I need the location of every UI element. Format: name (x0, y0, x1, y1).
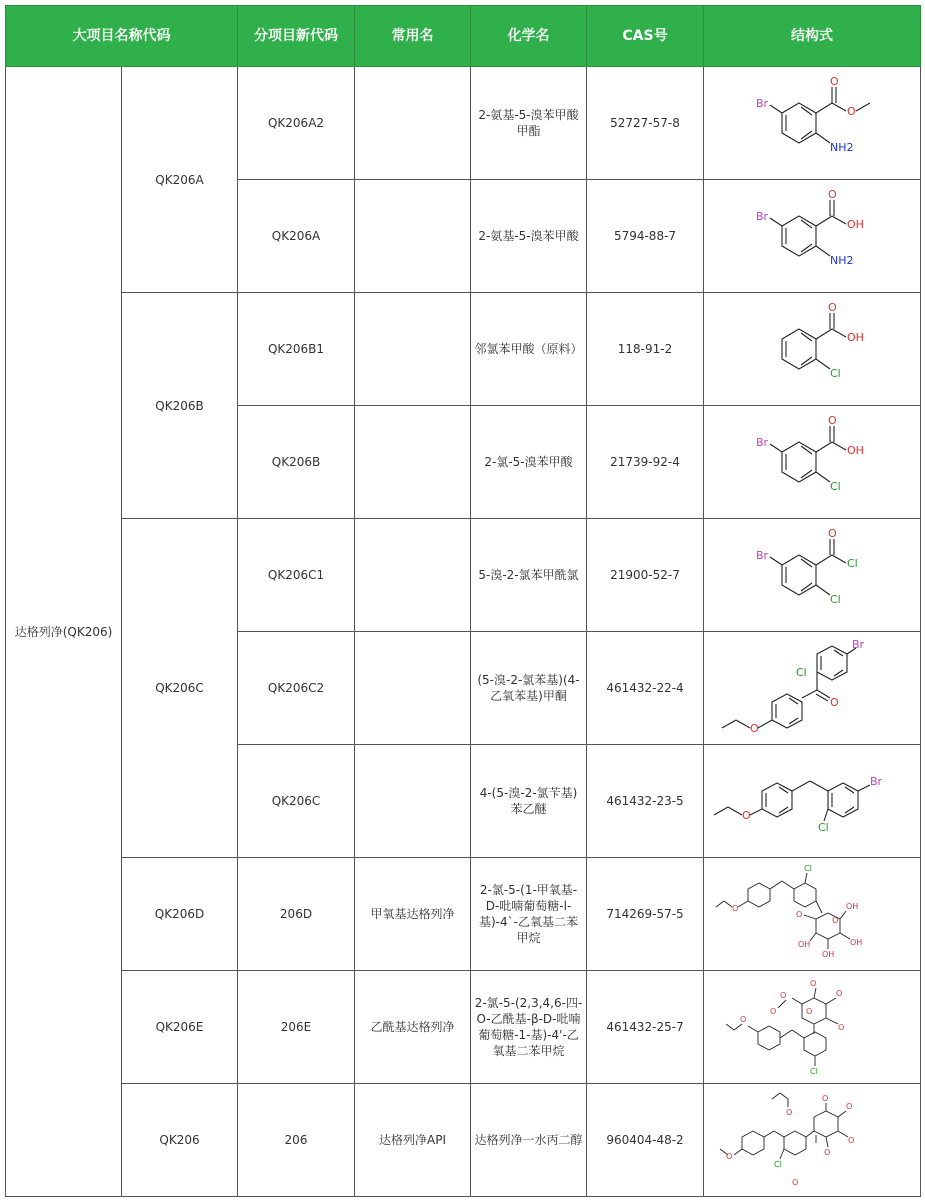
sub-code-cell: QK206C2 (238, 632, 355, 745)
project-name-cell: 达格列净(QK206) (6, 67, 122, 1197)
atom-label: O (832, 916, 839, 925)
common-name-cell (355, 67, 471, 180)
structure-cell (704, 180, 921, 293)
atom-label: Br (756, 97, 769, 110)
header-major-code: 大项目名称代码 (6, 6, 238, 67)
atom-label: OH (822, 950, 835, 959)
common-name-cell: 甲氧基达格列净 (355, 858, 471, 971)
cas-cell: 461432-25-7 (587, 971, 704, 1084)
table-row (6, 519, 921, 632)
atom-label: O (792, 1178, 799, 1187)
group-code-cell: QK206 (122, 1084, 238, 1197)
atom-label: O (822, 1094, 829, 1103)
cas-cell: 714269-57-5 (587, 858, 704, 971)
sub-code-cell: 206E (238, 971, 355, 1084)
atom-label: OH (847, 218, 864, 231)
structure-image (712, 299, 912, 399)
atom-label: Br (756, 210, 769, 223)
atom-label: O (836, 989, 843, 998)
header-row (6, 6, 921, 67)
common-name-cell (355, 406, 471, 519)
group-code-cell: QK206A (122, 67, 238, 293)
chem-name-cell: 达格列净一水丙二醇 (471, 1084, 587, 1197)
chem-name-cell: 5-溴-2-氯苯甲酰氯 (471, 519, 587, 632)
structure-image (712, 525, 912, 625)
atom-label: O (830, 75, 839, 88)
atom-label: Br (870, 775, 883, 788)
atom-label: Cl (818, 821, 829, 834)
atom-label: O (750, 722, 759, 735)
atom-label: Cl (804, 864, 812, 873)
structure-cell (704, 632, 921, 745)
atom-label: O (830, 696, 839, 709)
atom-label: OH (798, 940, 811, 949)
cas-cell: 21739-92-4 (587, 406, 704, 519)
common-name-cell (355, 745, 471, 858)
atom-label: Cl (810, 1067, 818, 1076)
cas-cell: 52727-57-8 (587, 67, 704, 180)
structure-cell (704, 971, 921, 1084)
cas-cell: 960404-48-2 (587, 1084, 704, 1197)
cas-cell: 21900-52-7 (587, 519, 704, 632)
atom-label: O (828, 301, 837, 314)
header-sub-code: 分项目新代码 (238, 6, 355, 67)
atom-label: Cl (774, 1160, 782, 1169)
sub-code-cell: QK206B (238, 406, 355, 519)
atom-label: O (828, 188, 837, 201)
atom-label: OH (847, 444, 864, 457)
atom-label: O (810, 979, 817, 988)
atom-label: O (846, 1102, 853, 1111)
sub-code-cell: QK206B1 (238, 293, 355, 406)
common-name-cell (355, 180, 471, 293)
common-name-cell: 乙酰基达格列净 (355, 971, 471, 1084)
chem-name-cell: 2-氯-5-(2,3,4,6-四-O-乙酰基-β-D-吡喃葡萄糖-1-基)-4'-乙氧基二苯甲烷 (471, 971, 587, 1084)
sub-code-cell: QK206A2 (238, 67, 355, 180)
atom-label: O (848, 1136, 855, 1145)
structure-image (712, 186, 912, 286)
structure-cell (704, 858, 921, 971)
group-code-cell: QK206D (122, 858, 238, 971)
atom-label: Br (756, 549, 769, 562)
structure-cell (704, 1084, 921, 1197)
atom-label: OH (850, 938, 863, 947)
chem-name-cell: 2-氨基-5-溴苯甲酸 (471, 180, 587, 293)
chem-name-cell: 2-氯-5-(1-甲氧基-D-吡喃葡萄糖-l-基)-4`-乙氧基二苯甲烷 (471, 858, 587, 971)
table-row (6, 971, 921, 1084)
group-code-cell: QK206E (122, 971, 238, 1084)
structure-image (712, 73, 912, 173)
atom-label: NH2 (830, 254, 854, 267)
table-row (6, 1084, 921, 1197)
chem-name-cell: (5-溴-2-氯苯基)(4-乙氧苯基)甲酮 (471, 632, 587, 745)
atom-label: Br (756, 436, 769, 449)
atom-label: O (796, 910, 803, 919)
structure-image (712, 974, 912, 1080)
atom-label: O (828, 414, 837, 427)
structure-cell (704, 67, 921, 180)
structure-cell (704, 745, 921, 858)
atom-label: Cl (796, 666, 807, 679)
compound-table (5, 5, 921, 1197)
structure-cell (704, 406, 921, 519)
group-code-cell: QK206B (122, 293, 238, 519)
atom-label: OH (846, 902, 859, 911)
atom-label: O (732, 904, 739, 913)
atom-label: O (770, 1007, 777, 1016)
chem-name-cell: 4-(5-溴-2-氯苄基)苯乙醚 (471, 745, 587, 858)
structure-image (712, 751, 912, 851)
header-common-name: 常用名 (355, 6, 471, 67)
common-name-cell (355, 293, 471, 406)
atom-label: O (824, 1148, 831, 1157)
chem-name-cell: 邻氯苯甲酸（原料） (471, 293, 587, 406)
structure-image (712, 861, 912, 967)
atom-label: Cl (830, 367, 841, 380)
sub-code-cell: 206 (238, 1084, 355, 1197)
atom-label: Cl (830, 480, 841, 493)
cas-cell: 118-91-2 (587, 293, 704, 406)
atom-label: O (786, 1108, 793, 1117)
table-row (6, 293, 921, 406)
cas-cell: 461432-23-5 (587, 745, 704, 858)
atom-label: O (828, 527, 837, 540)
group-code-cell: QK206C (122, 519, 238, 858)
atom-label: O (726, 1152, 733, 1161)
common-name-cell (355, 632, 471, 745)
structure-image (712, 638, 912, 738)
atom-label: OH (847, 331, 864, 344)
structure-cell (704, 293, 921, 406)
atom-label: Cl (847, 557, 858, 570)
atom-label: NH2 (830, 141, 854, 154)
chem-name-cell: 2-氯-5-溴苯甲酸 (471, 406, 587, 519)
chem-name-cell: 2-氨基-5-溴苯甲酸甲酯 (471, 67, 587, 180)
common-name-cell: 达格列净API (355, 1084, 471, 1197)
header-cas: CAS号 (587, 6, 704, 67)
atom-label: O (838, 1023, 845, 1032)
atom-label: O (742, 809, 751, 822)
header-chem-name: 化学名 (471, 6, 587, 67)
sub-code-cell: 206D (238, 858, 355, 971)
sub-code-cell: QK206C (238, 745, 355, 858)
atom-label: O (806, 1007, 813, 1016)
sub-code-cell: QK206C1 (238, 519, 355, 632)
common-name-cell (355, 519, 471, 632)
table-row (6, 67, 921, 180)
atom-label: Br (852, 638, 865, 651)
cas-cell: 5794-88-7 (587, 180, 704, 293)
structure-image (712, 412, 912, 512)
sub-code-cell: QK206A (238, 180, 355, 293)
table-row (6, 858, 921, 971)
atom-label: O (780, 991, 787, 1000)
cas-cell: 461432-22-4 (587, 632, 704, 745)
atom-label: O (847, 105, 856, 118)
atom-label: Cl (830, 593, 841, 606)
structure-cell (704, 519, 921, 632)
atom-label: O (740, 1015, 747, 1024)
structure-image (712, 1087, 912, 1193)
header-structure: 结构式 (704, 6, 921, 67)
